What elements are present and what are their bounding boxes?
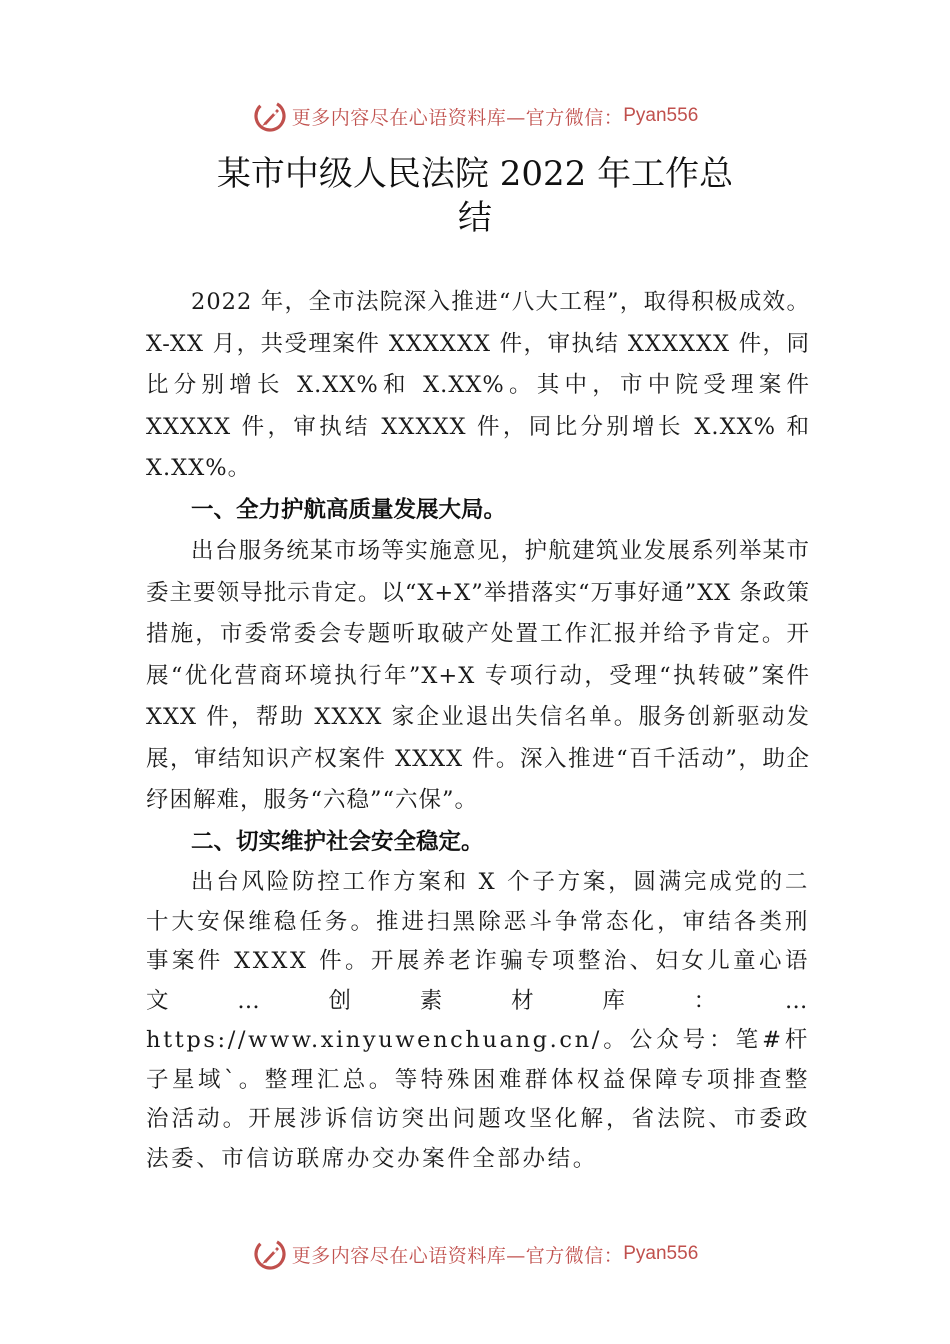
watermark-text: 更多内容尽在心语资料库—官方微信：	[291, 1244, 624, 1267]
watermark-footer	[0, 1232, 950, 1276]
title-line-2: 结	[458, 198, 492, 238]
watermark-handle: Pyan556	[623, 105, 699, 126]
section-2-paragraph: 出台风险防控工作方案和 X 个子方案，圆满完成党的二十大安保维稳任务。推进扫黑除恶斗争常态化，审结各类刑事案件 XXXX 件。开展养老诈骗专项整治、妇女儿童心语文…创素材库：…https://www.xinyuwenchuang.cn/。公众号：笔#杆子星域`。整理汇总。等特殊困难群体权益保障专项排查整治活动。开展涉诉信访突出问题攻坚化解，省法院、市委政法委、市信访联席办交办案件全部办结。	[146, 869, 810, 1172]
title-line-1: 某市中级人民法院 2022 年工作总	[216, 154, 734, 194]
watermark-handle: Pyan556	[623, 1243, 699, 1264]
section-1-paragraph: 出台服务统某市场等实施意见，护航建筑业发展系列举某市委主要领导批示肯定。以“X+X”举措落实“万事好通”XX 条政策措施，市委常委会专题听取破产处置工作汇报并给予肯定。开展“优化营商环境执行年”X+X 专项行动，受理“执转破”案件 XXX 件，帮助 XXXX 家企业退出失信名单。服务创新驱动发展，审结知识产权案件 XXXX 件。深入推进“百千活动”，助企纾困解难，服务“六稳”“六保”。	[146, 538, 810, 813]
document-title	[0, 152, 950, 240]
section-heading-1: 一、全力护航高质量发展大局。	[191, 496, 507, 523]
document-body	[146, 282, 810, 1179]
watermark-header	[0, 94, 950, 138]
intro-paragraph: 2022 年，全市法院深入推进“八大工程”，取得积极成效。X-XX 月，共受理案件 XXXXXX 件，审执结 XXXXXX 件，同比分别增长 X.XX%和 X.XX%。其中，市中院受理案件 XXXXX 件，审执结 XXXXX 件，同比分别增长 X.XX% 和 X.XX%。	[146, 289, 810, 481]
watermark-text: 更多内容尽在心语资料库—官方微信：	[291, 106, 624, 129]
section-heading-2: 二、切实维护社会安全稳定。	[191, 828, 484, 855]
pen-nib-circle-icon	[252, 98, 288, 134]
pen-nib-circle-icon	[252, 1236, 288, 1272]
